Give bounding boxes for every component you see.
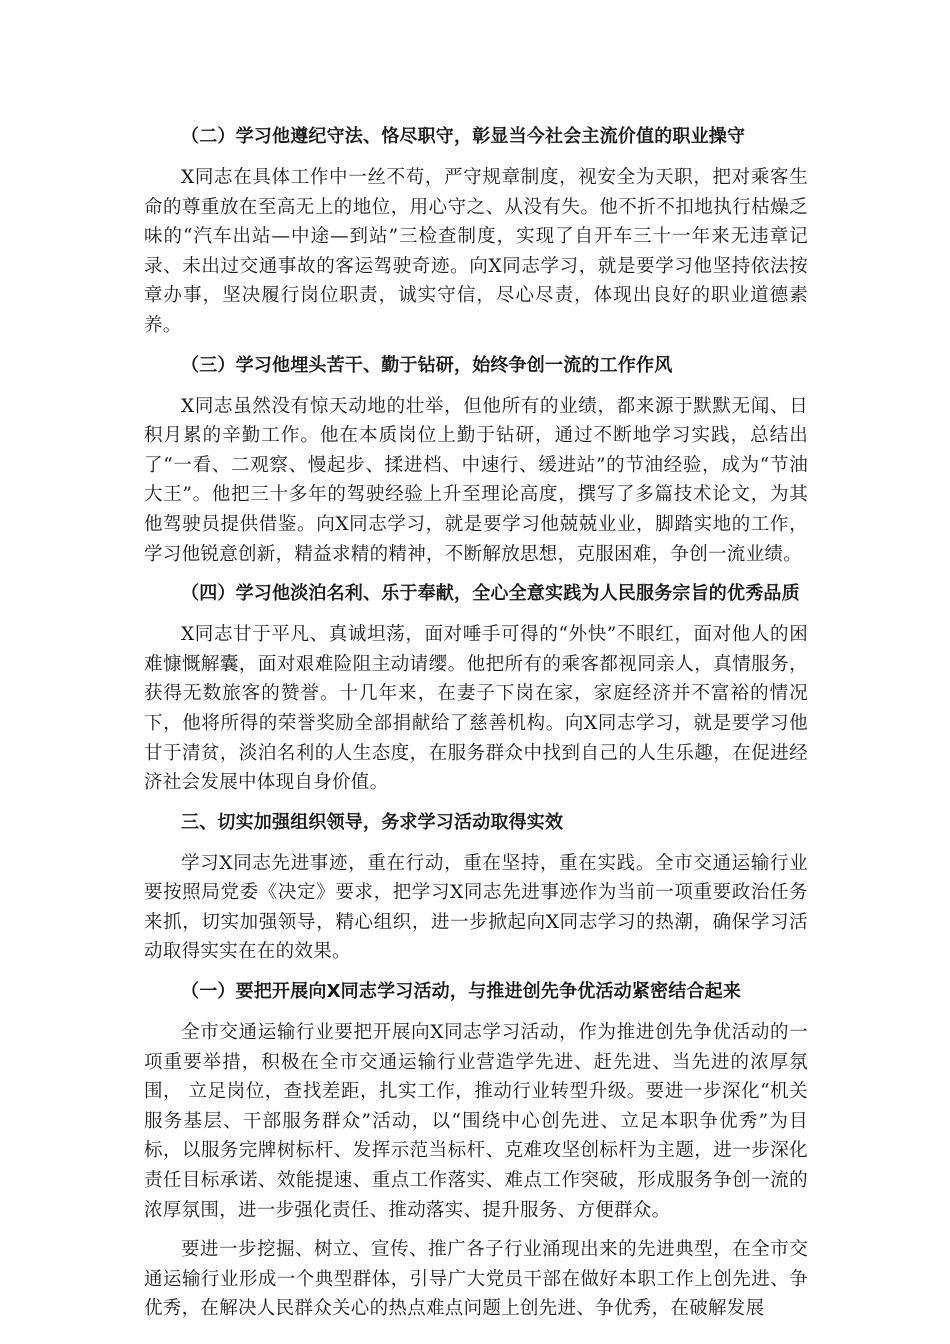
document-page [144, 122, 808, 1324]
section-heading: （二）学习他遵纪守法、恪尽职守，彰显当今社会主流价值的职业操守 [181, 126, 746, 147]
body-paragraph: 全市交通运输行业要把开展向X同志学习活动，作为推进创先争优活动的一项重要举措，积极在全市交通运输行业营造学先进、赶先进、当先进的浓厚氛围， 立足岗位，查找差距，扎实工作，推动行业转型升级。要进一步深化“机关服务基层、干部服务群众”活动，以“围绕中心创先进、立足本职争优秀”为目标，以服务完牌树标杆、发挥示范当标杆、克难攻坚创标杆为主题，进一步深化责任目标承诺、效能提速、重点工作落实、难点工作突破，形成服务争创一流的浓厚氛围，进一步强化责任、推动落实、提升服务、方便群众。 [144, 1022, 808, 1221]
section-heading: （四）学习他淡泊名利、乐于奉献，全心全意实践为人民服务宗旨的优秀品质 [181, 583, 800, 605]
body-paragraph: X同志甘于平凡、真诚坦荡，面对唾手可得的“外快”不眼红，面对他人的困难慷慨解囊，面对艰难险阻主动请缨。他把所有的乘客都视同亲人，真情服务，获得无数旅客的赞誉。十几年来，在妻子下岗在家，家庭经济并不富裕的情况下，他将所得的荣誉奖励全部捐献给了慈善机构。向X同志学习，就是要学习他甘于清贫，淡泊名利的人生态度，在服务群众中找到自己的人生乐趣，在促进经济社会发展中体现自身价值。 [144, 624, 808, 794]
body-paragraph: X同志虽然没有惊天动地的壮举，但他所有的业绩，都来源于默默无闻、日积月累的辛勤工作。他在本质岗位上勤于钻研，通过不断地学习实践，总结出了“一看、二观察、慢起步、揉进档、中速行、缓进站”的节油经验，成为“节油大王”。他把三十多年的驾驶经验上升至理论高度，撰写了多篇技术论文，为其他驾驶员提供借鉴。向X同志学习，就是要学习他兢兢业业，脚踏实地的工作，学习他锐意创新，精益求精的精神，不断解放思想，克服困难，争创一流业绩。 [144, 395, 808, 565]
body-paragraph: 学习X同志先进事迹，重在行动，重在坚持，重在实践。全市交通运输行业要按照局党委《决定》要求，把学习X同志先进事迹作为当前一项重要政治任务来抓，切实加强领导，精心组织，进一步掀起向X同志学习的热潮，确保学习活动取得实实在在的效果。 [144, 852, 808, 963]
body-paragraph: 要进一步挖掘、树立、宣传、推广各子行业涌现出来的先进典型，在全市交通运输行业形成一个典型群体，引导广大党员干部在做好本职工作上创先进、争优秀，在解决人民群众关心的热点难点问题上创先进、争优秀，在破解发展 [144, 1239, 808, 1320]
body-paragraph: X同志在具体工作中一丝不苟，严守规章制度，视安全为天职，把对乘客生命的尊重放在至高无上的地位，用心守之、从没有失。他不折不扣地执行枯燥乏味的“汽车出站—中途—到站”三检查制度，实现了自开车三十一年来无违章记录、未出过交通事故的客运驾驶奇迹。向X同志学习，就是要学习他坚持依法按章办事，坚决履行岗位职责，诚实守信，尽心尽责，体现出良好的职业道德素养。 [144, 167, 808, 336]
section-heading: （三）学习他埋头苦干、勤于钻研，始终争创一流的工作作风 [181, 354, 673, 376]
section-heading: （一）要把开展向X同志学习活动，与推进创先争优活动紧密结合起来 [181, 981, 742, 1003]
part-heading: 三、切实加强组织领导，务求学习活动取得实效 [181, 811, 564, 833]
